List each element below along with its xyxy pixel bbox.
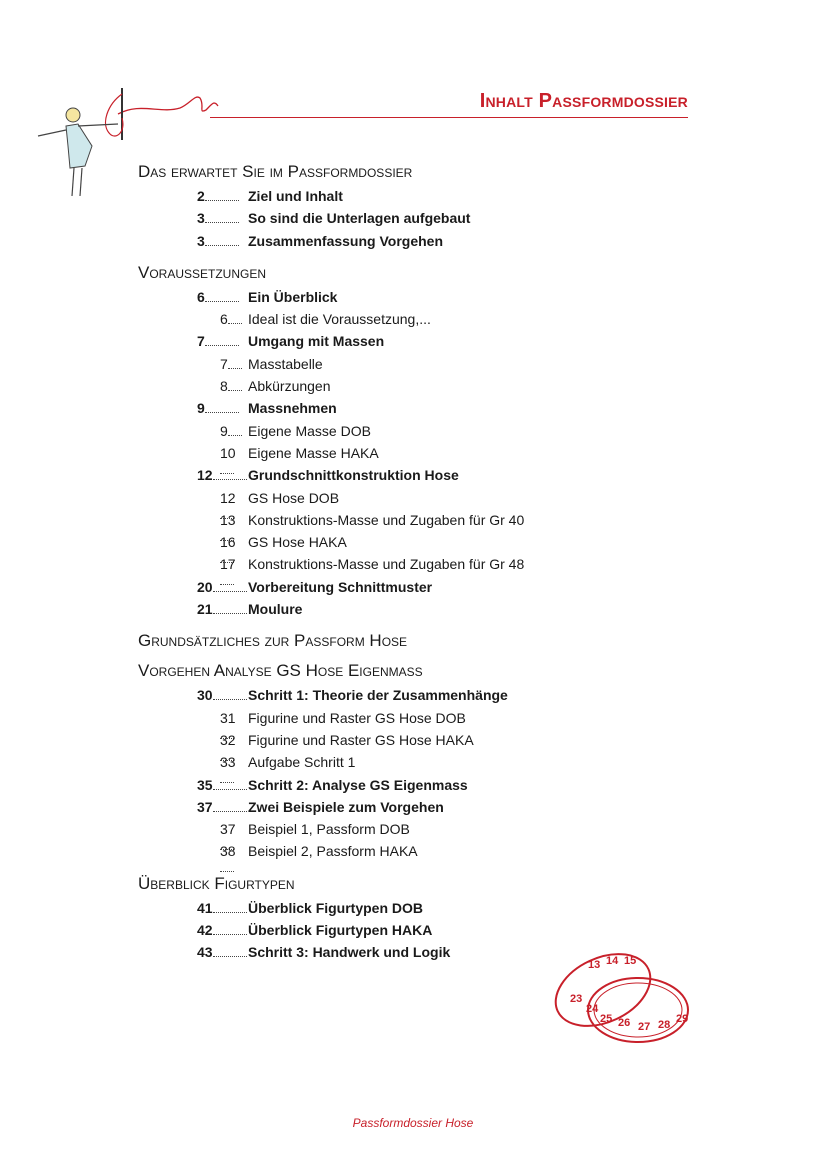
page-number-value: 17 — [220, 556, 236, 573]
toc-entry[interactable] — [138, 821, 738, 843]
page-number — [138, 233, 248, 249]
page-number-value: 7 — [197, 333, 205, 350]
page-number-value: 20 — [197, 578, 213, 595]
page-number-value: 43 — [197, 944, 213, 961]
toc-entry[interactable] — [138, 556, 738, 578]
page-number-value: 21 — [197, 601, 213, 618]
tape-number: 26 — [618, 1017, 631, 1029]
page-number — [138, 400, 248, 416]
dot-leader — [213, 912, 247, 913]
section-title: Überblick Figurtypen — [138, 873, 295, 893]
header-rule — [210, 117, 688, 118]
toc-entry[interactable] — [138, 467, 738, 489]
toc-entry[interactable] — [138, 490, 738, 512]
entry-label: Überblick Figurtypen HAKA — [248, 922, 433, 939]
thread-loop — [106, 94, 123, 136]
page-number-value: 2 — [197, 188, 205, 204]
toc-entry[interactable] — [138, 378, 738, 400]
section-title: Grundsätzliches zur Passform Hose — [138, 631, 408, 651]
toc-entry[interactable] — [138, 754, 738, 776]
dot-leader — [205, 345, 239, 346]
toc-entry[interactable] — [138, 423, 738, 445]
toc-entry[interactable] — [138, 400, 738, 422]
page-number — [138, 601, 248, 617]
page-number-value: 32 — [220, 731, 236, 748]
toc-entry[interactable] — [138, 289, 738, 311]
dot-leader — [228, 435, 242, 436]
measuring-tape-illustration — [548, 930, 693, 1055]
dot-leader — [228, 390, 242, 391]
entry-label: Ein Überblick — [248, 288, 338, 305]
tape-number: 29 — [676, 1013, 689, 1025]
entry-label: Vorbereitung Schnittmuster — [248, 578, 433, 595]
page-number — [138, 210, 248, 226]
page-number-value: 42 — [197, 922, 213, 939]
toc-entry[interactable] — [138, 445, 738, 467]
page-number-value: 35 — [197, 776, 213, 793]
dot-leader — [205, 245, 239, 246]
section-title: Voraussetzungen — [138, 262, 267, 282]
dot-leader — [205, 301, 239, 302]
page-number-value: 3 — [197, 232, 205, 249]
toc-entry[interactable] — [138, 210, 738, 232]
entry-label: Beispiel 1, Passform DOB — [248, 821, 410, 838]
toc-entry[interactable] — [138, 777, 738, 799]
dot-leader — [205, 222, 239, 223]
toc-section — [138, 160, 738, 255]
dot-leader — [213, 789, 247, 790]
toc-entry[interactable] — [138, 843, 738, 865]
toc-entry[interactable] — [138, 799, 738, 821]
page-number — [138, 333, 248, 349]
toc-entry[interactable] — [138, 534, 738, 556]
thread-line — [118, 97, 218, 114]
tape-number: 27 — [638, 1021, 651, 1033]
entry-label: Konstruktions-Masse und Zugaben für Gr 48 — [248, 556, 525, 573]
entry-label: Eigene Masse DOB — [248, 422, 371, 439]
page-number-value: 9 — [220, 422, 228, 439]
dot-leader — [213, 613, 247, 614]
dot-leader — [205, 412, 239, 413]
dot-leader — [213, 591, 247, 592]
page-number-value: 12 — [197, 467, 213, 484]
dot-leader — [213, 699, 247, 700]
page-number-value: 9 — [197, 400, 205, 417]
entry-label: Beispiel 2, Passform HAKA — [248, 843, 418, 860]
toc-entry[interactable] — [138, 710, 738, 732]
page-number-value: 41 — [197, 899, 213, 916]
entry-label: Zusammenfassung Vorgehen — [248, 232, 444, 249]
toc-section — [138, 261, 738, 623]
entry-label: Aufgabe Schritt 1 — [248, 754, 356, 771]
page-number — [138, 579, 248, 595]
page-number-value: 13 — [220, 511, 236, 528]
toc-entry[interactable] — [138, 233, 738, 255]
entry-label: GS Hose HAKA — [248, 534, 347, 551]
page-number-value: 3 — [197, 210, 205, 227]
page-number-value: 6 — [220, 311, 228, 328]
toc-entry[interactable] — [138, 579, 738, 601]
dot-leader — [205, 200, 239, 201]
entry-label: Ziel und Inhalt — [248, 188, 343, 204]
page-number — [138, 777, 248, 793]
tape-number: 14 — [606, 955, 619, 967]
page-number-value: 38 — [220, 843, 236, 860]
dot-leader — [213, 811, 247, 812]
page-number-value: 37 — [197, 798, 213, 815]
tape-number: 28 — [658, 1019, 671, 1031]
dot-leader — [213, 934, 247, 935]
page-number-value: 30 — [197, 687, 213, 704]
entry-label: Masstabelle — [248, 355, 323, 372]
page-number-value: 6 — [197, 288, 205, 305]
tape-numbers — [570, 955, 688, 1033]
entry-label: Massnehmen — [248, 400, 337, 417]
dot-leader — [213, 956, 247, 957]
tape-number: 15 — [624, 955, 637, 967]
entry-label: Grundschnittkonstruktion Hose — [248, 467, 459, 484]
page-number-value: 12 — [220, 489, 236, 506]
table-of-contents — [138, 160, 738, 973]
page-number — [138, 289, 248, 305]
entry-label: So sind die Unterlagen aufgebaut — [248, 210, 471, 227]
toc-entry[interactable] — [138, 732, 738, 754]
page-number — [138, 423, 248, 439]
toc-entry[interactable] — [138, 333, 738, 355]
page-number-value: 33 — [220, 754, 236, 771]
page-number-value: 37 — [220, 821, 236, 838]
footer: Passformdossier Hose — [352, 1116, 474, 1130]
dot-leader — [213, 479, 247, 480]
tape-number: 25 — [600, 1013, 613, 1025]
dot-leader — [228, 368, 242, 369]
page-number — [138, 687, 248, 703]
entry-label: Moulure — [248, 601, 303, 618]
page-number — [138, 922, 248, 938]
page-title: Inhalt Passformdossier — [479, 90, 688, 112]
section-title: Das erwartet Sie im Passformdossier — [138, 162, 413, 181]
entry-label: Umgang mit Massen — [248, 333, 385, 350]
entry-label: Eigene Masse HAKA — [248, 444, 379, 461]
toc-entry[interactable] — [138, 601, 738, 623]
entry-label: Konstruktions-Masse und Zugaben für Gr 40 — [248, 511, 525, 528]
page-number — [138, 799, 248, 815]
page-number — [138, 378, 248, 394]
tape-number: 23 — [570, 993, 583, 1005]
dot-leader — [228, 323, 242, 324]
toc-entry[interactable] — [138, 356, 738, 378]
entry-label: Abkürzungen — [248, 378, 331, 395]
page-number — [138, 900, 248, 916]
toc-entry[interactable] — [138, 512, 738, 534]
entry-label: Schritt 1: Theorie der Zusammenhänge — [248, 687, 508, 704]
tape-number: 24 — [586, 1003, 599, 1015]
page-number — [138, 356, 248, 372]
entry-label: Ideal ist die Voraussetzung,... — [248, 311, 431, 328]
toc-entry[interactable] — [138, 900, 738, 922]
toc-entry[interactable] — [138, 687, 738, 709]
entry-label: Figurine und Raster GS Hose HAKA — [248, 731, 474, 748]
toc-section — [138, 629, 738, 653]
page-number-value: 16 — [220, 534, 236, 551]
page-number — [138, 944, 248, 960]
entry-label: GS Hose DOB — [248, 489, 340, 506]
page-number-value: 10 — [220, 444, 236, 461]
page-number — [138, 188, 248, 204]
tape-number: 13 — [588, 959, 601, 971]
entry-label: Schritt 2: Analyse GS Eigenmass — [248, 776, 468, 793]
page-number-value: 7 — [220, 355, 228, 372]
toc-section — [138, 659, 738, 865]
section-title: Vorgehen Analyse GS Hose Eigenmass — [138, 661, 423, 681]
entry-label: Überblick Figurtypen DOB — [248, 899, 424, 916]
entry-label: Figurine und Raster GS Hose DOB — [248, 709, 466, 726]
page-number — [138, 843, 248, 875]
page-number — [138, 467, 248, 483]
toc-entry[interactable] — [138, 188, 738, 210]
entry-label: Zwei Beispiele zum Vorgehen — [248, 798, 444, 815]
page-number-value: 31 — [220, 709, 236, 726]
page-number-value: 8 — [220, 378, 228, 395]
page-number — [138, 311, 248, 327]
entry-label: Schritt 3: Handwerk und Logik — [248, 944, 451, 961]
toc-entry[interactable] — [138, 311, 738, 333]
